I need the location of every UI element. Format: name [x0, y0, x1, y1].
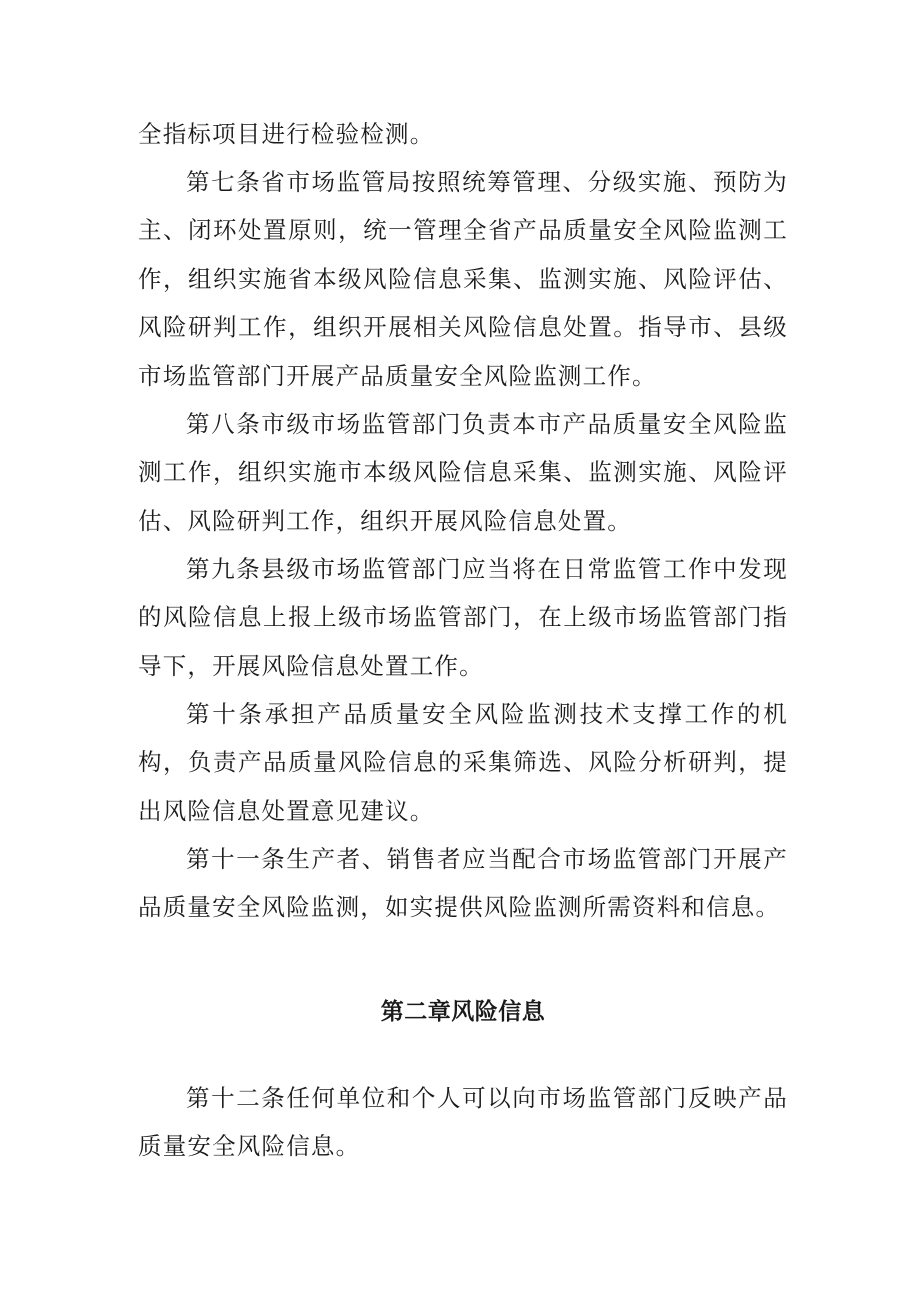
paragraph-article-8: 第八条市级市场监管部门负责本市产品质量安全风险监测工作，组织实施市本级风险信息采集、监测实施、风险评估、风险研判工作，组织开展风险信息处置。: [138, 410, 788, 535]
paragraph-article-9: 第九条县级市场监管部门应当将在日常监管工作中发现的风险信息上报上级市场监管部门，在上级市场监管部门指导下，开展风险信息处置工作。: [138, 555, 788, 680]
paragraph-article-10: 第十条承担产品质量安全风险监测技术支撑工作的机构，负责产品质量风险信息的采集筛选、风险分析研判，提出风险信息处置意见建议。: [138, 700, 788, 825]
paragraph-article-11: 第十一条生产者、销售者应当配合市场监管部门开展产品质量安全风险监测，如实提供风险监测所需资料和信息。: [138, 845, 788, 922]
chapter-title: 第二章风险信息: [380, 999, 546, 1025]
paragraph-continuation: 全指标项目进行检验检测。: [138, 120, 435, 148]
paragraph-article-7: 第七条省市场监管局按照统筹管理、分级实施、预防为主、闭环处置原则，统一管理全省产品质量安全风险监测工作，组织实施省本级风险信息采集、监测实施、风险评估、风险研判工作，组织开展相关风险信息处置。指导市、县级市场监管部门开展产品质量安全风险监测工作。: [138, 168, 788, 390]
paragraph-article-12: 第十二条任何单位和个人可以向市场监管部门反映产品质量安全风险信息。: [138, 1084, 788, 1161]
